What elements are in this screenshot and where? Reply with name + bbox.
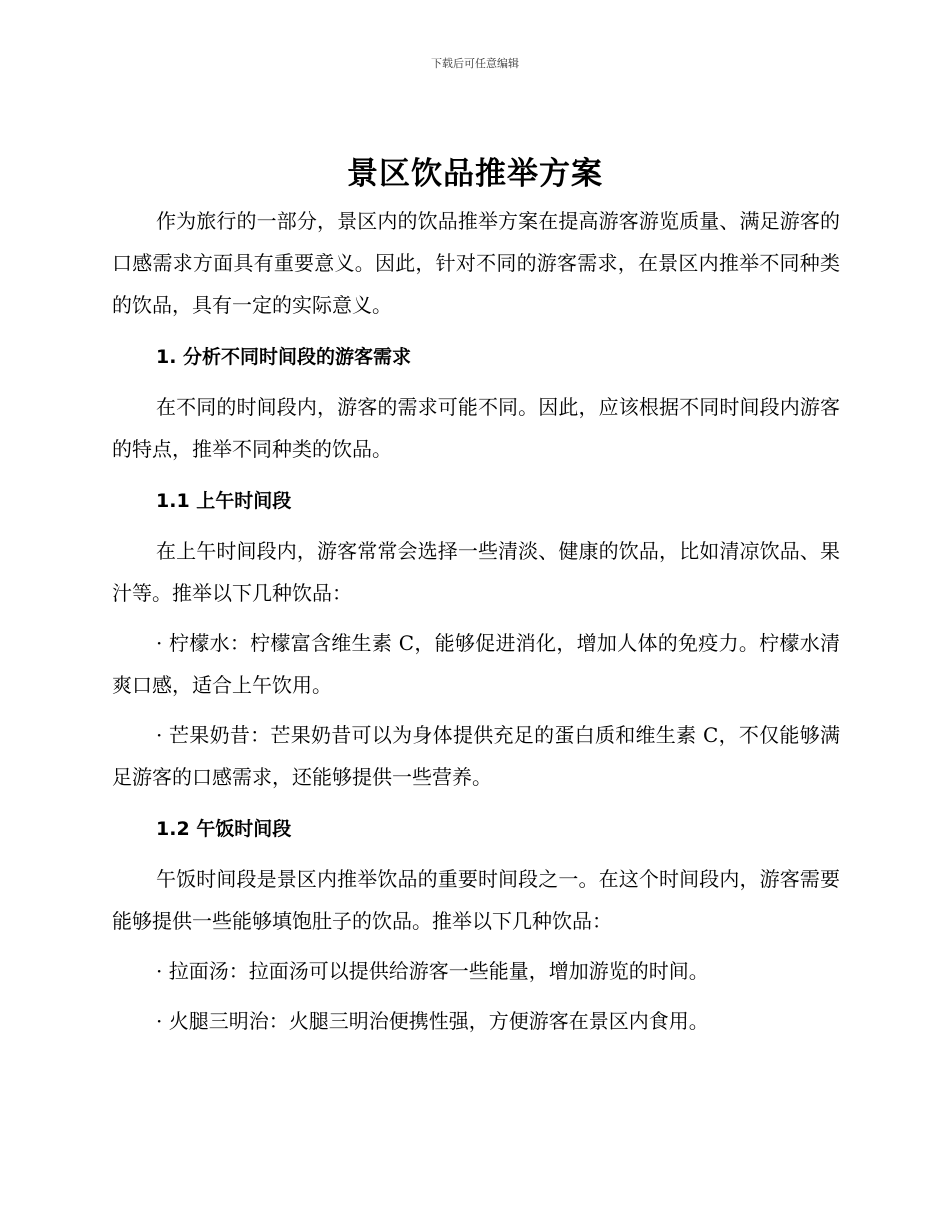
section-1-2-paragraph: 午饭时间段是景区内推举饮品的重要时间段之一。在这个时间段内，游客需要能够提供一些能够填饱肚子的饮品。推举以下几种饮品： [112, 867, 840, 933]
document-body [112, 200, 840, 1042]
list-item-ham-sandwich: · 火腿三明治：火腿三明治便携性强，方便游客在景区内食用。 [156, 1009, 709, 1033]
document-title: 景区饮品推举方案 [347, 156, 603, 192]
intro-paragraph: 作为旅行的一部分，景区内的饮品推举方案在提高游客游览质量、满足游客的口感需求方面具有重要意义。因此，针对不同的游客需求，在景区内推举不同种类的饮品，具有一定的实际意义。 [112, 209, 840, 317]
list-item-mango-shake: · 芒果奶昔：芒果奶昔可以为身体提供充足的蛋白质和维生素 C，不仅能够满足游客的口感需求，还能够提供一些营养。 [112, 723, 840, 789]
list-item-ramen-soup: · 拉面汤：拉面汤可以提供给游客一些能量，增加游览的时间。 [156, 959, 709, 983]
section-heading-1-1: 1.1 上午时间段 [156, 490, 292, 512]
list-item-lemon-water: · 柠檬水：柠檬富含维生素 C，能够促进消化，增加人体的免疫力。柠檬水清爽口感，适合上午饮用。 [112, 631, 840, 697]
section-1-paragraph: 在不同的时间段内，游客的需求可能不同。因此，应该根据不同时间段内游客的特点，推举不同种类的饮品。 [112, 395, 840, 461]
header-note: 下载后可任意编辑 [431, 57, 519, 70]
section-heading-1: 1. 分析不同时间段的游客需求 [156, 346, 412, 368]
section-1-1-paragraph: 在上午时间段内，游客常常会选择一些清淡、健康的饮品，比如清凉饮品、果汁等。推举以下几种饮品： [112, 539, 840, 605]
section-heading-1-2: 1.2 午饭时间段 [156, 818, 292, 840]
